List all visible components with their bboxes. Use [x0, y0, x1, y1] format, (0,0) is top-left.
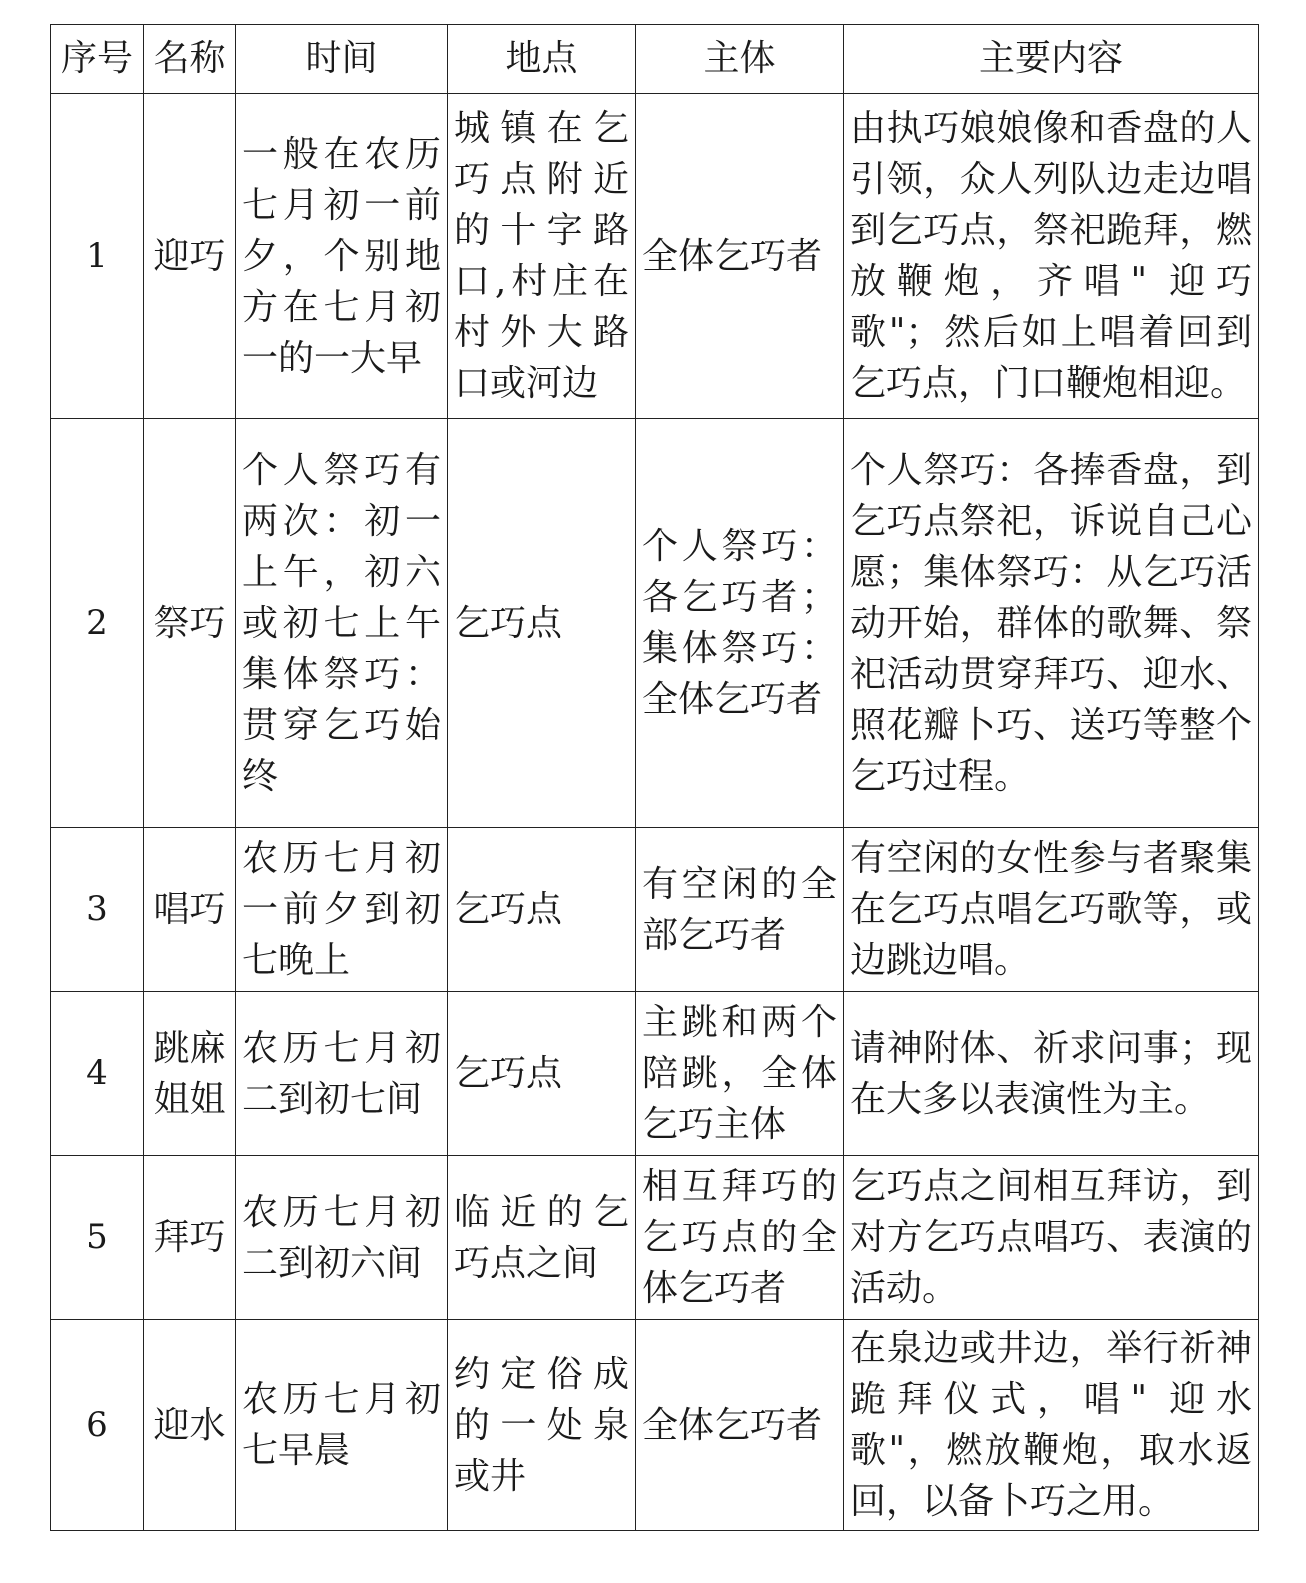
- row-subject-cell: 相互拜巧的乞巧点的全体乞巧者: [636, 1156, 844, 1320]
- row-number-cell: 2: [51, 419, 144, 828]
- table-row: [51, 1156, 1259, 1320]
- row-name-cell: 祭巧: [144, 419, 236, 828]
- table-row: [51, 419, 1259, 828]
- row-name-cell: 迎巧: [144, 94, 236, 419]
- row-number-cell: 4: [51, 992, 144, 1156]
- row-place-cell: 乞巧点: [448, 992, 636, 1156]
- row-content-cell: 有空闲的女性参与者聚集在乞巧点唱乞巧歌等，或边跳边唱。: [844, 828, 1259, 992]
- table-header-row: [51, 25, 1259, 94]
- festival-activities-table: [50, 24, 1259, 1531]
- row-number-cell: 3: [51, 828, 144, 992]
- row-place-cell: 乞巧点: [448, 419, 636, 828]
- header-name: 名称: [144, 25, 236, 94]
- header-subject: 主体: [636, 25, 844, 94]
- header-time: 时间: [236, 25, 448, 94]
- row-content-cell: 乞巧点之间相互拜访，到对方乞巧点唱巧、表演的活动。: [844, 1156, 1259, 1320]
- table-row: [51, 1320, 1259, 1531]
- row-time-cell: 农历七月初七早晨: [236, 1320, 448, 1531]
- row-place-cell: 乞巧点: [448, 828, 636, 992]
- header-place: 地点: [448, 25, 636, 94]
- row-place-cell: 临近的乞巧点之间: [448, 1156, 636, 1320]
- row-place-cell: 约定俗成的一处泉或井: [448, 1320, 636, 1531]
- row-content-cell: 个人祭巧：各捧香盘，到乞巧点祭祀，诉说自己心愿；集体祭巧：从乞巧活动开始，群体的歌舞、祭祀活动贯穿拜巧、迎水、照花瓣卜巧、送巧等整个乞巧过程。: [844, 419, 1259, 828]
- row-name-cell: 迎水: [144, 1320, 236, 1531]
- row-number-cell: 5: [51, 1156, 144, 1320]
- row-number-cell: 6: [51, 1320, 144, 1531]
- row-subject-cell: 主跳和两个陪跳，全体乞巧主体: [636, 992, 844, 1156]
- table-row: [51, 828, 1259, 992]
- row-time-cell: 个人祭巧有两次：初一上午，初六或初七上午集体祭巧：贯穿乞巧始终: [236, 419, 448, 828]
- row-time-cell: 农历七月初一前夕到初七晚上: [236, 828, 448, 992]
- table-row: [51, 992, 1259, 1156]
- row-time-cell: 一般在农历七月初一前夕，个别地方在七月初一的一大早: [236, 94, 448, 419]
- row-time-cell: 农历七月初二到初六间: [236, 1156, 448, 1320]
- row-subject-cell: 全体乞巧者: [636, 94, 844, 419]
- row-subject-cell: 有空闲的全部乞巧者: [636, 828, 844, 992]
- row-name-cell: 拜巧: [144, 1156, 236, 1320]
- row-name-cell: 唱巧: [144, 828, 236, 992]
- header-number: 序号: [51, 25, 144, 94]
- row-place-cell: 城镇在乞巧点附近的十字路口,村庄在村外大路口或河边: [448, 94, 636, 419]
- row-name-cell: 跳麻姐姐: [144, 992, 236, 1156]
- row-subject-cell: 个人祭巧：各乞巧者；集体祭巧：全体乞巧者: [636, 419, 844, 828]
- row-content-cell: 在泉边或井边，举行祈神跪拜仪式，唱" 迎水歌"，燃放鞭炮，取水返回，以备卜巧之用。: [844, 1320, 1259, 1531]
- table-row: [51, 94, 1259, 419]
- row-subject-cell: 全体乞巧者: [636, 1320, 844, 1531]
- header-content: 主要内容: [844, 25, 1259, 94]
- row-content-cell: 请神附体、祈求问事；现在大多以表演性为主。: [844, 992, 1259, 1156]
- row-time-cell: 农历七月初二到初七间: [236, 992, 448, 1156]
- row-number-cell: 1: [51, 94, 144, 419]
- row-content-cell: 由执巧娘娘像和香盘的人引领，众人列队边走边唱到乞巧点，祭祀跪拜，燃放鞭炮，齐唱" 迎巧歌"；然后如上唱着回到乞巧点，门口鞭炮相迎。: [844, 94, 1259, 419]
